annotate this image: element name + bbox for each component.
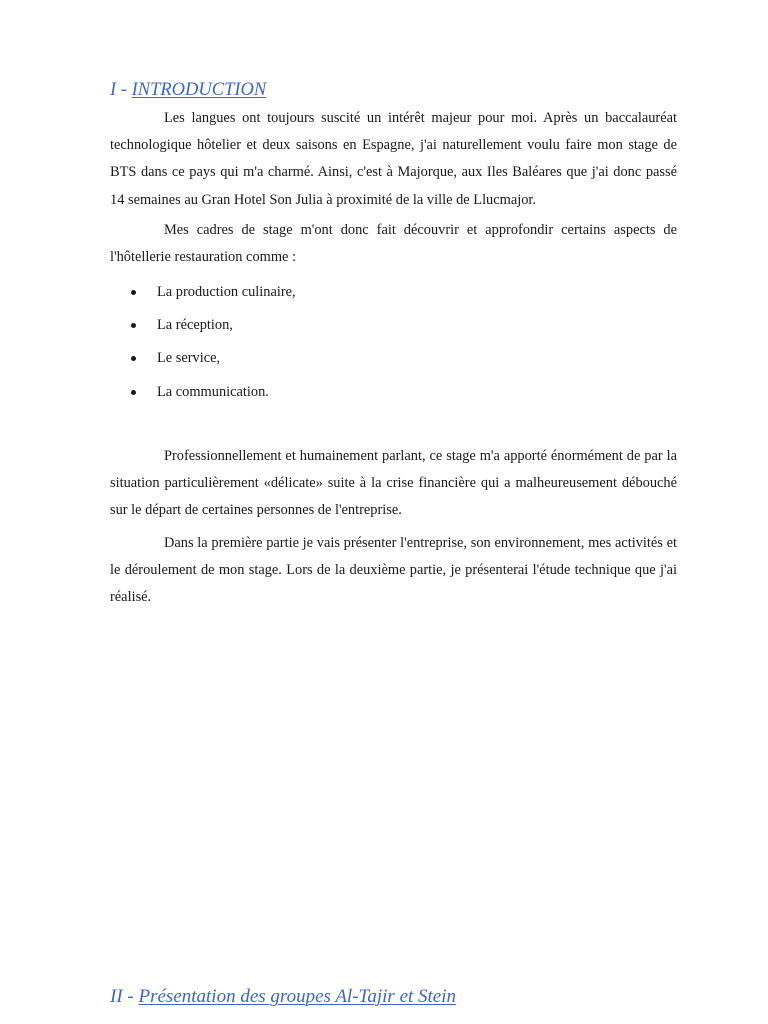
bullet-icon (131, 323, 136, 328)
list-item-label: La réception, (157, 317, 233, 334)
aspects-bullet-list (110, 281, 296, 414)
section-title: Présentation des groupes Al-Tajir et Stein (138, 986, 457, 1007)
list-item-label: La production culinaire, (157, 284, 296, 300)
bullet-icon (131, 390, 136, 395)
paragraph-text: Mes cadres de stage m'ont donc fait découvrir et approfondir certains aspects de l'hôtellerie restauration comme : (110, 222, 677, 266)
list-item (110, 314, 296, 347)
intro-paragraph-3 (110, 443, 677, 525)
intro-paragraph-1 (110, 105, 677, 214)
intro-paragraph-2 (110, 217, 677, 271)
bullet-icon (131, 356, 136, 361)
section-heading-presentation (110, 986, 456, 1008)
list-item (110, 281, 296, 314)
section-title: INTRODUCTION (131, 80, 267, 100)
section-number: I - (110, 80, 132, 100)
section-number: II - (110, 986, 139, 1007)
list-item-label: La communication. (157, 383, 269, 400)
bullet-icon (131, 290, 136, 295)
list-item (110, 381, 296, 414)
paragraph-text: Professionnellement et humainement parlant, ce stage m'a apporté énormément de par la situation particulièrement «délicate» suite à la crise financière qui a malheureusement débouché sur le départ de certaines personnes de l'entreprise. (110, 448, 677, 519)
intro-paragraph-4 (110, 530, 677, 612)
section-heading-introduction (110, 80, 266, 101)
list-item-label: Le service, (157, 350, 221, 367)
list-item (110, 347, 296, 380)
paragraph-text: Dans la première partie je vais présenter l'entreprise, son environnement, mes activités et le déroulement de mon stage. Lors de la deuxième partie, je présenterai l'étude technique que j'ai réalisé. (110, 535, 677, 606)
paragraph-text: Les langues ont toujours suscité un intérêt majeur pour moi. Après un baccalauréat technologique hôtelier et deux saisons en Espagne, j'ai naturellement voulu faire mon stage de BTS dans ce pays qui m'a charmé. Ainsi, c'est à Majorque, aux Iles Baléares que j'ai donc passé 14 semaines au Gran Hotel Son Julia à proximité de la ville de Llucmajor. (110, 110, 677, 208)
